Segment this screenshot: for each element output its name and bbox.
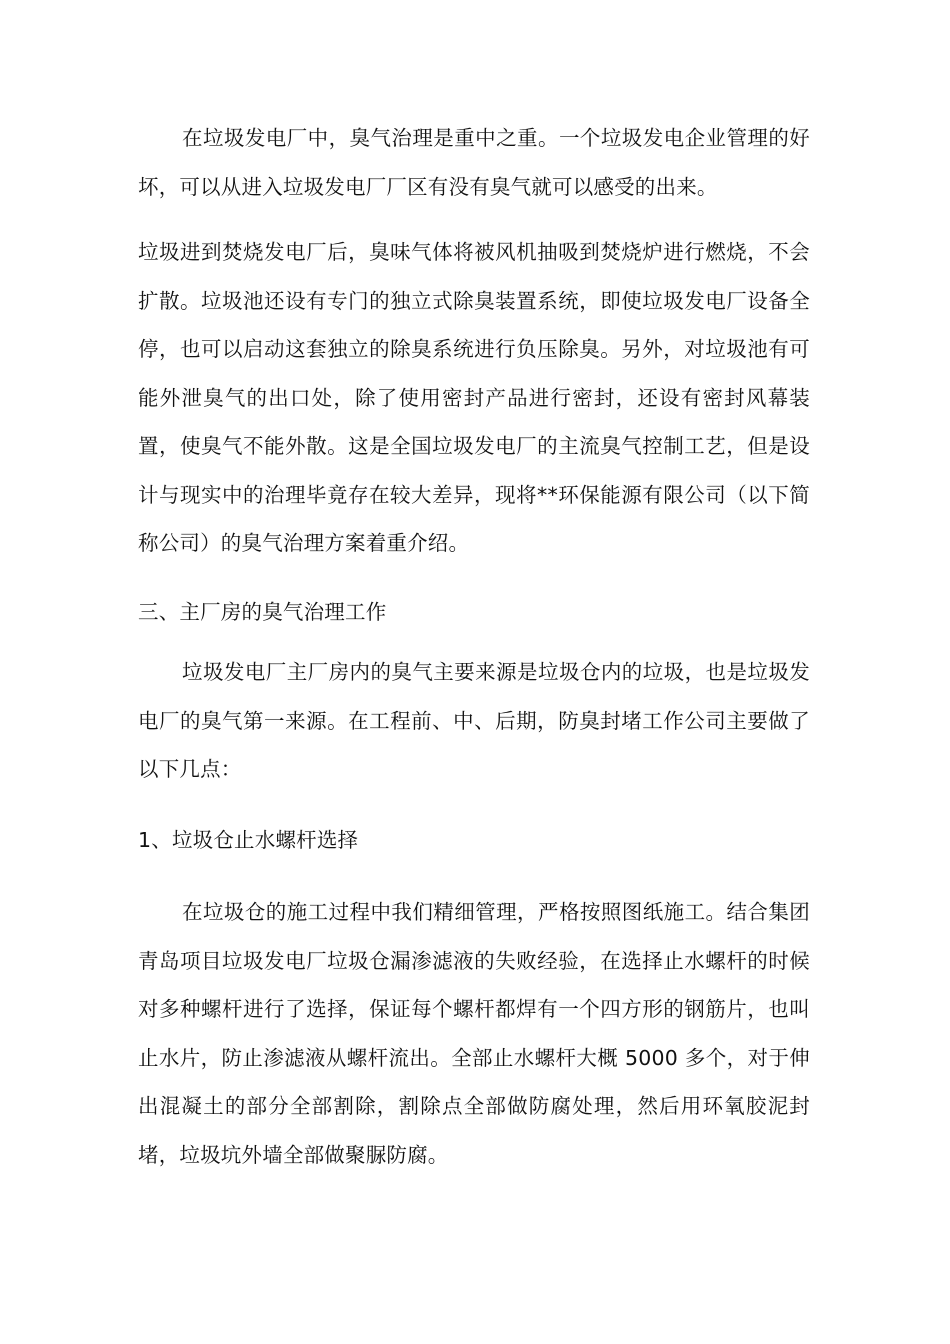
intro-paragraph: 在垃圾发电厂中，臭气治理是重中之重。一个垃圾发电企业管理的好坏，可以从进入垃圾发电厂厂区有没有臭气就可以感受的出来。: [138, 126, 810, 199]
waterstop-bolt-paragraph: 在垃圾仓的施工过程中我们精细管理，严格按照图纸施工。结合集团青岛项目垃圾发电厂垃圾仓漏渗滤液的失败经验，在选择止水螺杆的时候对多种螺杆进行了选择，保证每个螺杆都焊有一个四方形的钢筋片，也叫止水片，防止渗滤液从螺杆流出。全部止水螺杆大概 5000 多个，对于伸出混凝土的部分全部割除，割除点全部做防腐处理，然后用环氧胶泥封堵，垃圾坑外墙全部做聚脲防腐。: [138, 900, 810, 1167]
subsection-heading: 1、垃圾仓止水螺杆选择: [138, 828, 359, 852]
main-building-paragraph: 垃圾发电厂主厂房内的臭气主要来源是垃圾仓内的垃圾，也是垃圾发电厂的臭气第一来源。在工程前、中、后期，防臭封堵工作公司主要做了以下几点：: [138, 660, 810, 781]
section-heading: 三、主厂房的臭气治理工作: [138, 600, 387, 624]
process-paragraph: 垃圾进到焚烧发电厂后，臭味气体将被风机抽吸到焚烧炉进行燃烧，不会扩散。垃圾池还设有专门的独立式除臭装置系统，即使垃圾发电厂设备全停，也可以启动这套独立的除臭系统进行负压除臭。另外，对垃圾池有可能外泄臭气的出口处，除了使用密封产品进行密封，还设有密封风幕装置，使臭气不能外散。这是全国垃圾发电厂的主流臭气控制工艺，但是设计与现实中的治理毕竟存在较大差异，现将**环保能源有限公司（以下简称公司）的臭气治理方案着重介绍。: [138, 240, 810, 555]
